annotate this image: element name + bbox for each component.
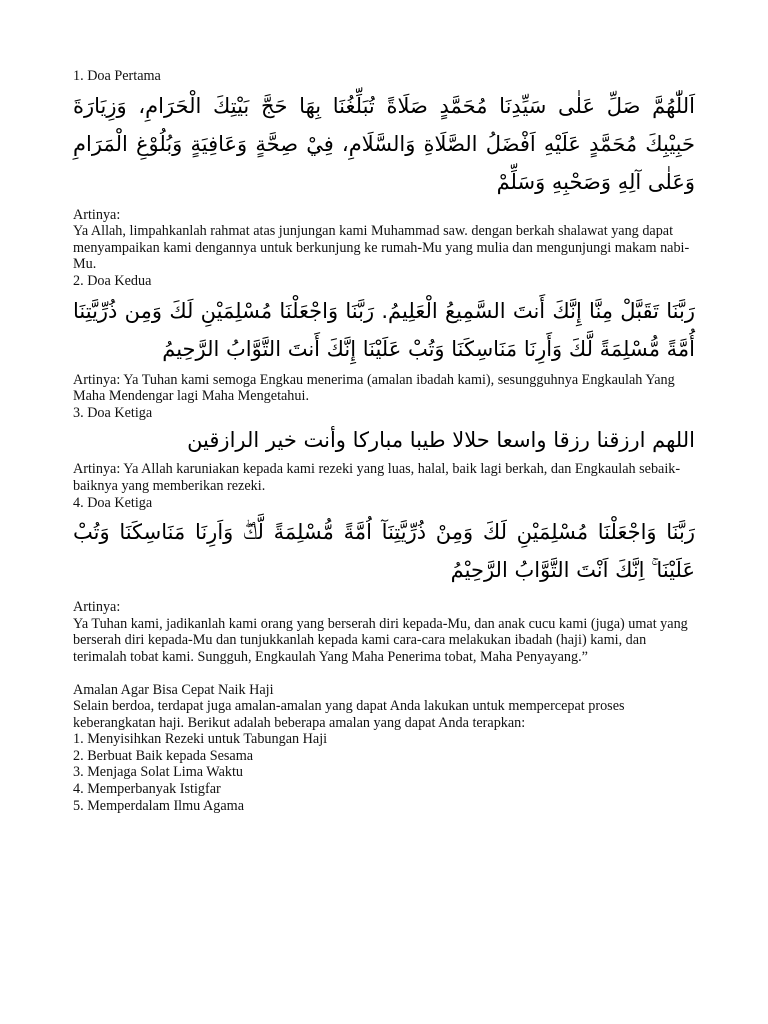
doa-1-translation: Ya Allah, limpahkanlah rahmat atas junjungan kami Muhammad saw. dengan berkah shalawat yang dapat menyampaikan kami dengannya untuk berkunjung ke rumah-Mu yang mulia dan mengunjungi makam nabi-Mu. — [73, 223, 690, 273]
doa-1-artinya-label: Artinya: — [73, 206, 121, 223]
document-page — [73, 68, 695, 814]
doa-2-translation: Artinya: Ya Tuhan kami semoga Engkau menerima (amalan ibadah kami), sesungguhnya Engkaulah Yang Maha Mendengar lagi Maha Mengetahui. — [73, 371, 675, 405]
doa-2-heading: 2. Doa Kedua — [73, 272, 152, 289]
list-item: 2. Berbuat Baik kepada Sesama — [73, 747, 254, 764]
amalan-intro: Selain berdoa, terdapat juga amalan-amalan yang dapat Anda lakukan untuk mempercepat proses keberangkatan haji. Berikut adalah beberapa amalan yang dapat Anda terapkan: — [73, 698, 625, 731]
doa-2-arabic: رَبَّنَا تَقَبَّلْ مِنَّا إِنَّكَ أَنتَ السَّمِيعُ الْعَلِيمُ. رَبَّنَا وَاجْعَلْنَا مُسْلِمَيْنِ لَكَ وَمِن ذُرِّيَّتِنَا أُمَّةً مُّسْلِمَةً لَّكَ وَأَرِنَا مَنَاسِكَنَا وَتُبْ عَلَيْنَا إِنَّكَ أَنتَ التَّوَّابُ الرَّحِيمُ — [73, 298, 695, 361]
doa-3-heading: 3. Doa Ketiga — [73, 404, 153, 421]
doa-4-artinya-label: Artinya: — [73, 599, 121, 616]
list-item: 4. Memperbanyak Istigfar — [73, 781, 221, 798]
doa-4-arabic: رَبَّنَا وَاجْعَلْنَا مُسْلِمَيْنِ لَكَ وَمِنْ ذُرِّيَّتِنَآ اُمَّةً مُّسْلِمَةً لَّكَۖ وَاَرِنَا مَنَاسِكَنَا وَتُبْ عَلَيْنَا ۚ اِنَّكَ اَنْتَ التَّوَّابُ الرَّحِيْمُ — [73, 520, 695, 583]
doa-4-heading: 4. Doa Ketiga — [73, 494, 153, 511]
list-item: 5. Memperdalam Ilmu Agama — [73, 797, 244, 814]
amalan-list — [73, 731, 695, 814]
doa-4-translation: Ya Tuhan kami, jadikanlah kami orang yang berserah diri kepada-Mu, dan anak cucu kami (juga) umat yang berserah diri kepada-Mu dan tunjukkanlah kepada kami cara-cara melakukan ibadah (haji) kami, dan terimalah tobat kami. Sungguh, Engkaulah Yang Maha Penerima tobat, Maha Penyayang.” — [73, 615, 688, 665]
doa-3-arabic: اللهم ارزقنا رزقا واسعا حلالا طيبا مباركا وأنت خير الرازقين — [187, 428, 695, 453]
amalan-heading: Amalan Agar Bisa Cepat Naik Haji — [73, 681, 274, 698]
doa-3-translation: Artinya: Ya Allah karuniakan kepada kami rezeki yang luas, halal, baik lagi berkah, dan Engkaulah sebaik-baiknya yang memberikan rezeki. — [73, 461, 681, 494]
list-item: 1. Menyisihkan Rezeki untuk Tabungan Haji — [73, 731, 328, 748]
list-item: 3. Menjaga Solat Lima Waktu — [73, 764, 243, 781]
doa-1-heading: 1. Doa Pertama — [73, 68, 161, 84]
doa-1-arabic: اَللّٰهُمَّ صَلِّ عَلٰى سَيِّدِنَا مُحَمَّدٍ صَلَاةً تُبَلِّغُنَا بِهَا حَجَّ بَيْتِكَ الْحَرَامِ، وَزِيَارَةَ حَبِيْبِكَ مُحَمَّدٍ عَلَيْهِ اَفْضَلُ الصَّلَاةِ وَالسَّلَامِ، فِيْ صِحَّةٍ وَعَافِيَةٍ وَبُلُوْغِ الْمَرَامِ وَعَلٰى آلِهِ وَصَحْبِهِ وَسَلِّمْ — [73, 93, 695, 194]
section-spacer — [73, 666, 695, 682]
